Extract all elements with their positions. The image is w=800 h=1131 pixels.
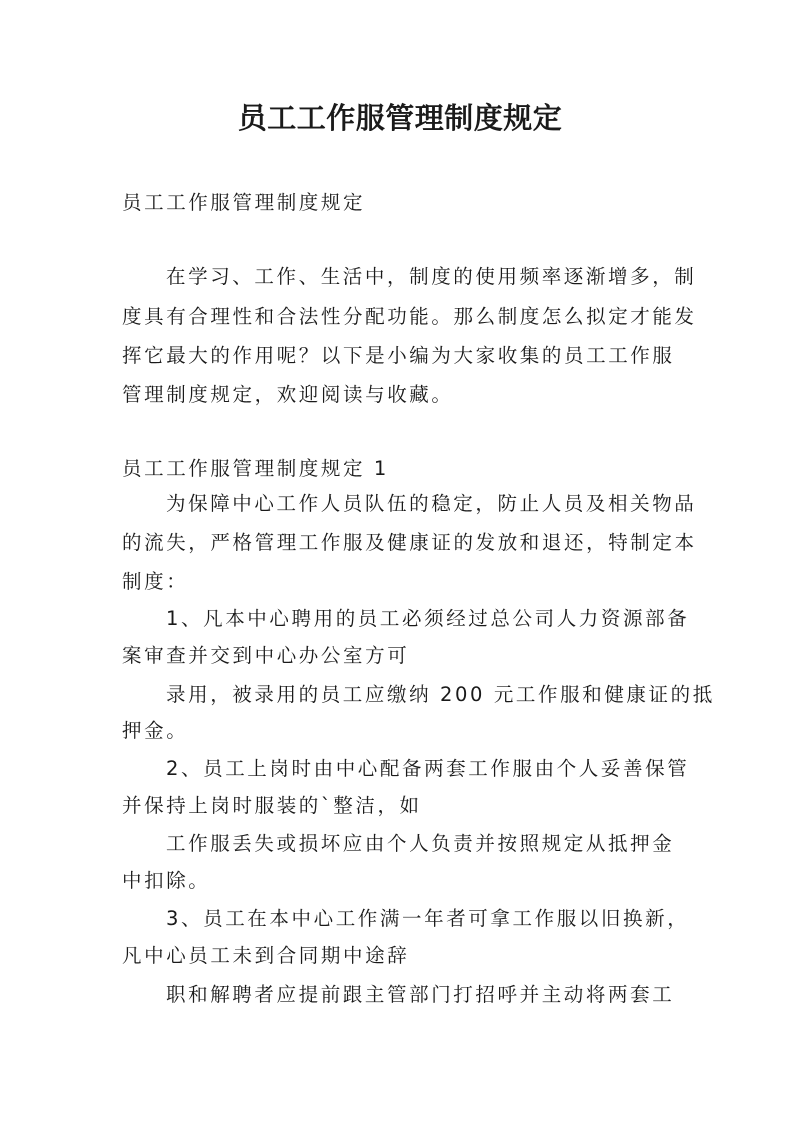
paragraph-line: 2、员工上岗时由中心配备两套工作服由个人妥善保管 <box>166 757 690 780</box>
paragraph-line: 为保障中心工作人员队伍的稳定，防止人员及相关物品 <box>166 492 697 515</box>
paragraph-line: 录用，被录用的员工应缴纳 200 元工作服和健康证的抵 <box>166 683 715 706</box>
section-heading: 员工工作服管理制度规定 1 <box>122 457 389 480</box>
paragraph-line: 中扣除。 <box>122 869 211 892</box>
paragraph-line: 的流失，严格管理工作服及健康证的发放和退还，特制定本 <box>122 531 697 554</box>
subtitle-line: 员工工作服管理制度规定 <box>122 191 366 214</box>
paragraph-line: 凡中心员工未到合同期中途辞 <box>122 944 410 967</box>
paragraph-line: 制度： <box>122 570 189 593</box>
paragraph-line: 工作服丢失或损坏应由个人负责并按照规定从抵押金 <box>166 832 675 855</box>
paragraph-line: 案审查并交到中心办公室方可 <box>122 644 410 667</box>
paragraph-line: 管理制度规定，欢迎阅读与收藏。 <box>122 383 454 406</box>
document-title: 员工工作服管理制度规定 <box>237 101 563 135</box>
paragraph-line: 在学习、工作、生活中，制度的使用频率逐渐增多，制 <box>166 265 697 288</box>
paragraph-line: 1、凡本中心聘用的员工必须经过总公司人力资源部备 <box>166 607 690 630</box>
paragraph-line: 3、员工在本中心工作满一年者可拿工作服以旧换新， <box>166 907 690 930</box>
paragraph-line: 挥它最大的作用呢？以下是小编为大家收集的员工工作服 <box>122 344 675 367</box>
paragraph-line: 职和解聘者应提前跟主管部门打招呼并主动将两套工 <box>166 983 675 1006</box>
paragraph-line: 并保持上岗时服装的`整洁，如 <box>122 794 422 817</box>
paragraph-line: 度具有合理性和合法性分配功能。那么制度怎么拟定才能发 <box>122 305 697 328</box>
paragraph-line: 押金。 <box>122 719 189 742</box>
